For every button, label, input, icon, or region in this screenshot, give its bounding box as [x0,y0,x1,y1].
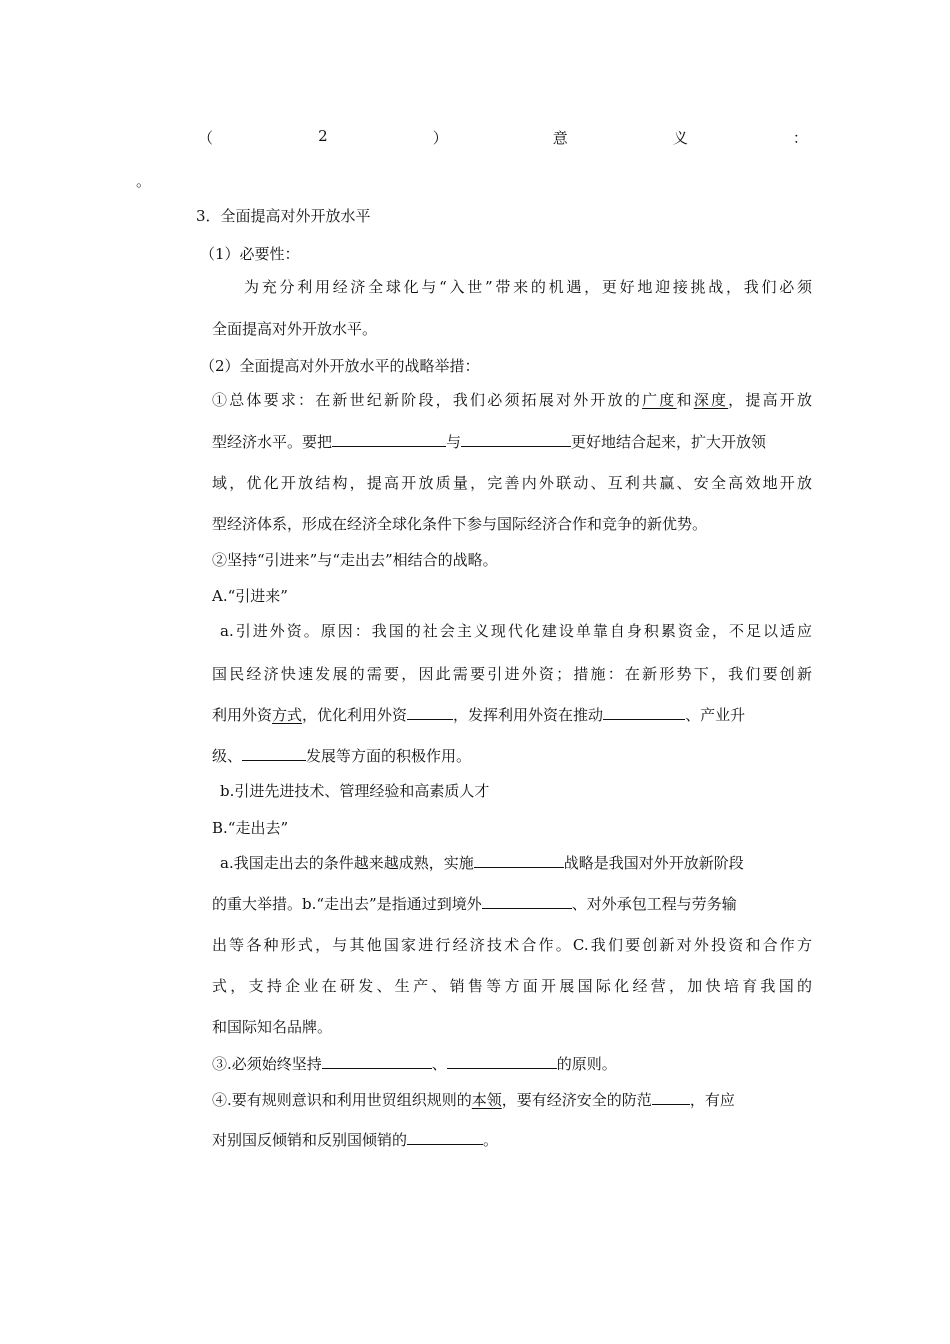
necessity-text-2: 全面提高对外开放水平。 [212,320,378,338]
go-out-text-5: 和国际知名品牌。 [212,1018,333,1036]
go-out-text-1 [220,852,744,873]
rules-text-2 [212,1129,498,1150]
heading-char-yi: 意 [552,129,568,147]
text: ③.必须始终坚持 [212,1055,322,1073]
underlined-skill: 本领 [471,1091,502,1109]
text: ，优化利用外资 [302,706,408,724]
text: ，发挥利用外资在推动 [453,706,604,724]
bring-in-text-5: b.引进先进技术、管理经验和高素质人才 [220,782,490,800]
text: 利用外资 [212,706,273,724]
period-mark: 。 [136,172,152,190]
text: 发展等方面的积极作用。 [306,747,472,765]
fill-blank[interactable] [407,705,453,720]
bring-in-text-3 [212,704,745,725]
fill-blank[interactable] [603,705,685,720]
text: 、 [431,1055,447,1073]
text: ④.要有规则意识和利用世贸组织规则的 [212,1091,472,1109]
item-number: 2 [318,127,328,145]
bring-in-text-2: 国民经济快速发展的需要，因此需要引进外资；措施：在新形势下，我们要创新 [212,665,812,683]
paren-open: （ [198,129,214,147]
principle-text [212,1053,617,1074]
necessity-text-1: 为充分利用经济全球化与“入世”带来的机遇，更好地迎接挑战，我们必须 [244,278,812,296]
heading-char-yi2: 义 [672,129,688,147]
fill-blank[interactable] [407,1130,483,1145]
paren-close: ） [432,129,448,147]
text: ，有应 [689,1091,735,1109]
text: 对别国反倾销和反别国倾销的 [212,1131,408,1149]
go-out-text-3: 出等各种形式，与其他国家进行经济技术合作。C.我们要创新对外投资和合作方 [212,936,812,954]
colon: ： [792,129,808,147]
text: 、产业升 [685,706,746,724]
overall-requirement-2 [212,431,766,452]
fill-blank[interactable] [461,432,571,447]
underlined-method: 方式 [272,706,303,724]
text: 与 [446,433,462,451]
text: 和 [676,391,694,409]
text: 型经济水平。要把 [212,433,333,451]
go-out-text-4: 式，支持企业在研发、生产、销售等方面开展国际化经营，加快培育我国的 [212,977,812,995]
text: a.我国走出去的条件越来越成熟，实施 [220,854,474,872]
rules-text-1 [212,1089,735,1110]
necessity-heading: （1）必要性： [200,245,300,263]
text: ，提高开放 [728,391,812,409]
bring-in-text-4 [212,745,471,766]
overall-requirement-3: 域，优化开放结构，提高开放质量，完善内外联动、互利共赢、安全高效地开放 [212,474,812,492]
go-out-text-2 [212,893,737,914]
meaning-heading-row [198,127,808,148]
fill-blank[interactable] [652,1090,690,1105]
text: ①总体要求：在新世纪新阶段，我们必须拓展对外开放的 [212,391,643,409]
overall-requirement-4: 型经济体系，形成在经济全球化条件下参与国际经济合作和竞争的新优势。 [212,515,708,533]
underlined-breadth: 广度 [642,391,677,409]
fill-blank[interactable] [474,853,564,868]
fill-blank[interactable] [482,894,572,909]
fill-blank[interactable] [322,1054,432,1069]
text: 。 [483,1131,499,1149]
text: 的原则。 [556,1055,617,1073]
go-out-heading: B.“走出去” [212,819,289,837]
text: 的重大举措。b.“走出去”是指通过到境外 [212,895,482,913]
section-3-title: 3．全面提高对外开放水平 [196,207,371,225]
text: 、对外承包工程与劳务输 [571,895,737,913]
fill-blank[interactable] [332,432,446,447]
fill-blank[interactable] [447,1054,557,1069]
overall-requirement-1 [212,389,812,410]
text: 战略是我国对外开放新阶段 [563,854,744,872]
fill-blank[interactable] [242,746,306,761]
text: ，要有经济安全的防范 [501,1091,652,1109]
text: 级、 [212,747,243,765]
text: 更好地结合起来，扩大开放领 [571,433,767,451]
underlined-depth: 深度 [693,391,729,409]
bring-in-text-1: a.引进外资。原因：我国的社会主义现代化建设单靠自身积累资金，不足以适应 [220,622,812,640]
measures-heading: （2）全面提高对外开放水平的战略举措： [200,357,480,375]
bring-in-heading: A.“引进来” [212,587,288,605]
strategy-heading: ②坚持“引进来”与“走出去”相结合的战略。 [212,551,498,569]
